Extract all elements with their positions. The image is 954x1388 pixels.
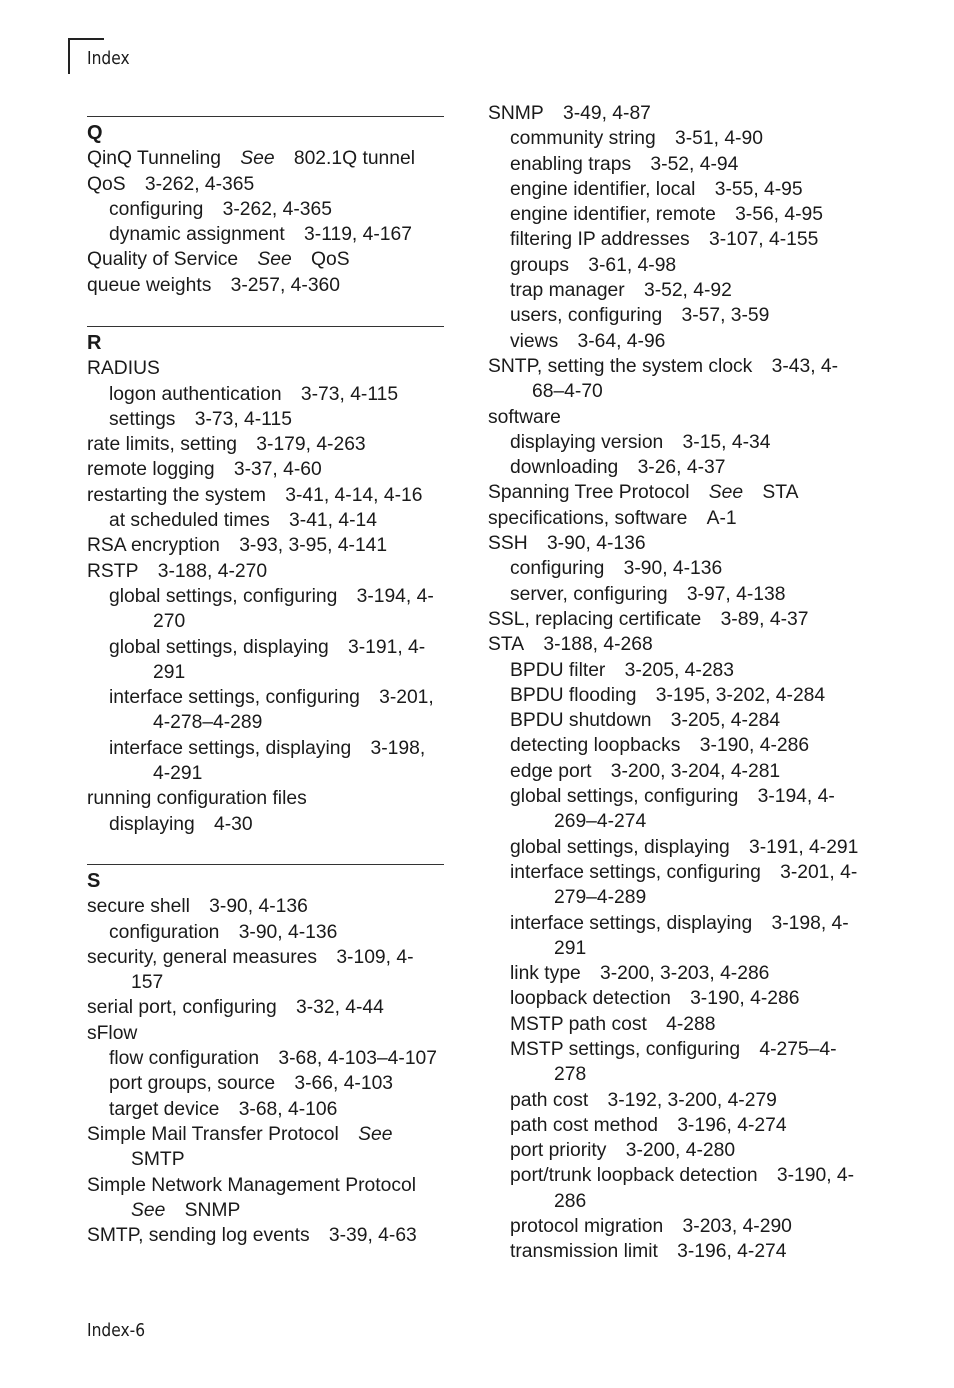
page-refs: 3-39, 4-63 [328,1225,417,1247]
index-term: loopback detection [510,988,671,1010]
page-refs: STA [762,482,799,504]
index-term: interface settings, displaying [510,912,753,934]
page-refs: 3-191, 4-291 [749,836,859,858]
index-subentry [488,1163,868,1214]
index-term: software [488,406,561,428]
index-term: engine identifier, remote [510,204,716,226]
index-subentry [488,1239,868,1264]
index-term: BPDU shutdown [510,710,652,732]
index-term: SNTP, setting the system clock [488,355,753,377]
index-entry [87,945,444,996]
index-term: secure shell [87,896,190,918]
index-term: remote logging [87,459,215,481]
index-subentry [488,177,868,202]
page-number: Index-6 [87,1320,146,1341]
page-refs: 3-109, 4-157 [131,946,414,994]
index-term: MSTP path cost [510,1013,647,1035]
index-subentry [488,556,868,581]
index-term: edge port [510,760,592,782]
index-term: RSA encryption [87,535,220,557]
page-refs: 3-52, 4-94 [650,153,739,175]
index-subentry [488,860,868,911]
index-subentry [87,222,444,247]
index-entry [87,533,444,558]
index-term: configuring [109,198,204,220]
index-term: global settings, displaying [109,636,329,658]
index-term: path cost method [510,1114,658,1136]
page-refs: 3-68, 4-103–4-107 [278,1048,437,1070]
index-subentry [87,197,444,222]
index-term: server, configuring [510,583,668,605]
page-refs: 3-61, 4-98 [588,254,677,276]
index-entry [488,531,868,556]
index-term: running configuration files [87,788,307,810]
index-subentry [488,784,868,835]
page-refs: 3-188, 4-268 [543,634,653,656]
page-refs: 3-205, 4-283 [624,659,734,681]
index-entry [488,354,868,405]
index-entry [87,172,444,197]
index-term: global settings, configuring [109,585,338,607]
index-subentry [488,961,868,986]
index-subentry [488,658,868,683]
section-entries [87,146,444,298]
page-refs: 3-90, 4-136 [238,921,338,943]
index-term: at scheduled times [109,510,270,532]
index-entry [87,457,444,482]
page-refs: 3-43, 4-68–4-70 [532,355,839,403]
see-reference: See [358,1123,393,1145]
index-subentry [488,733,868,758]
page-refs: 3-68, 4-106 [238,1098,338,1120]
page-refs: 3-73, 4-115 [300,383,399,405]
index-subentry [488,911,868,962]
index-term: dynamic assignment [109,224,285,246]
index-entry [87,1223,444,1248]
index-subentry [488,582,868,607]
index-subentry [488,303,868,328]
page-refs: 4-275–4-278 [554,1038,837,1086]
index-entry [87,146,444,171]
index-subentry [488,1138,868,1163]
page-refs: 3-73, 4-115 [194,408,292,430]
index-section-s [87,864,444,1248]
index-subentry [488,708,868,733]
index-subentry [87,685,444,736]
index-subentry [488,253,868,278]
section-entries [87,356,444,837]
page-refs: 3-191, 4-291 [153,636,426,683]
index-entry [87,273,444,298]
index-column-right [488,101,868,1265]
index-term: path cost [510,1089,589,1111]
page-refs: 3-37, 4-60 [233,459,322,481]
index-subentry [87,584,444,635]
index-subentry [488,227,868,252]
page-refs: 3-64, 4-96 [577,330,666,352]
page-refs: A-1 [706,507,737,529]
page-refs: 3-257, 4-360 [230,274,340,296]
index-entry [87,559,444,584]
index-term: groups [510,254,569,276]
index-term: detecting loopbacks [510,735,681,757]
index-entry [488,607,868,632]
index-term: restarting the system [87,484,266,506]
index-term: SSH [488,533,528,555]
index-subentry [488,1012,868,1037]
index-subentry [488,455,868,480]
index-term: engine identifier, local [510,178,696,200]
page-refs: QoS [310,249,350,271]
index-subentry [488,329,868,354]
index-term: displaying [109,813,195,835]
section-rule [87,326,444,327]
index-subentry [87,1097,444,1122]
page-refs: 3-190, 4-286 [554,1165,855,1212]
index-term: port/trunk loopback detection [510,1165,758,1187]
page-refs: 3-196, 4-274 [677,1114,787,1136]
page-refs: 802.1Q tunnel [293,148,415,170]
index-term: downloading [510,457,619,479]
page-refs: 3-90, 4-136 [209,896,308,918]
page-refs: 3-201, 4-278–4-289 [153,687,434,734]
page-refs: SNMP [184,1199,241,1221]
index-term: global settings, displaying [510,836,730,858]
page-refs: 4-30 [214,813,253,835]
index-entry [488,101,868,126]
page-refs: SMTP [131,1149,185,1171]
index-term: queue weights [87,274,212,296]
index-entry [87,483,444,508]
page-refs: 3-107, 4-155 [708,229,819,251]
index-term: BPDU flooding [510,684,637,706]
index-subentry [87,736,444,787]
index-entry [87,786,444,811]
index-subentry [488,835,868,860]
page-refs: 3-26, 4-37 [637,457,726,479]
index-entry [488,480,868,505]
page-refs: 3-55, 4-95 [714,178,803,200]
index-entry [87,432,444,457]
index-subentry [87,1071,444,1096]
index-term: security, general measures [87,946,318,968]
index-term: SMTP, sending log events [87,1225,310,1247]
page-refs: 3-41, 4-14 [289,510,377,532]
index-subentry [488,278,868,303]
index-term: interface settings, configuring [510,861,761,883]
index-subentry [488,202,868,227]
index-term: displaying version [510,431,664,453]
index-subentry [488,1088,868,1113]
index-term: target device [109,1098,220,1120]
index-term: serial port, configuring [87,997,277,1019]
index-term: Spanning Tree Protocol [488,482,690,504]
index-term: rate limits, setting [87,434,238,456]
page-refs: 4-288 [666,1013,716,1035]
page-refs: 3-198, 4-291 [554,912,849,959]
page-refs: 3-196, 4-274 [677,1241,787,1263]
index-entry [87,356,444,381]
page-refs: 3-262, 4-365 [144,173,255,195]
index-subentry [488,1113,868,1138]
index-subentry [87,1046,444,1071]
page-refs: 3-49, 4-87 [563,103,651,124]
page-refs: 3-15, 4-34 [682,431,771,453]
page-refs: 3-262, 4-365 [222,198,332,220]
index-term: interface settings, displaying [109,737,352,759]
index-term: Simple Mail Transfer Protocol [87,1123,339,1145]
section-rule [87,116,444,117]
index-term: configuring [510,558,605,580]
page-refs: 3-93, 3-95, 4-141 [239,535,388,557]
page-refs: 3-198, 4-291 [153,737,426,785]
index-entry [488,632,868,657]
index-term: specifications, software [488,507,688,529]
see-reference: See [131,1199,166,1221]
index-entry [488,506,868,531]
section-rule [87,864,444,865]
running-header: Index [87,48,130,69]
index-term: views [510,330,559,352]
index-term: link type [510,963,581,985]
index-term: users, configuring [510,305,663,327]
index-term: trap manager [510,280,625,302]
index-subentry [488,759,868,784]
index-subentry [87,508,444,533]
page-refs: 3-200, 3-203, 4-286 [600,963,770,985]
page-refs: 3-97, 4-138 [686,583,786,605]
index-term: enabling traps [510,153,632,175]
index-term: transmission limit [510,1241,658,1263]
index-term: QoS [87,173,126,195]
index-term: protocol migration [510,1216,664,1238]
page-refs: 3-89, 4-37 [720,608,809,630]
page-refs: 3-56, 4-95 [735,204,823,226]
page-refs: 3-190, 4-286 [690,988,800,1010]
page-refs: 3-90, 4-136 [623,558,723,580]
page-refs: 3-203, 4-290 [682,1216,792,1238]
index-term: SNMP [488,103,544,124]
index-term: BPDU filter [510,659,606,681]
page-refs: 3-52, 4-92 [643,280,732,302]
see-reference: See [257,249,292,271]
index-section-q [87,116,444,298]
index-term: settings [109,408,176,430]
index-term: Quality of Service [87,249,239,271]
index-subentry [87,920,444,945]
index-term: interface settings, configuring [109,687,360,709]
index-subentry [87,812,444,837]
index-term: SSL, replacing certificate [488,608,702,630]
page-refs: 3-32, 4-44 [295,997,384,1019]
index-entry [87,1021,444,1046]
section-letter: R [87,332,102,354]
index-term: RADIUS [87,358,160,380]
index-term: port groups, source [109,1073,276,1095]
index-entry [488,405,868,430]
page-refs: 3-192, 3-200, 4-279 [607,1089,777,1111]
page-refs: 3-205, 4-284 [670,710,781,732]
page-refs: 3-51, 4-90 [675,128,763,150]
page-refs: 3-179, 4-263 [256,434,366,456]
see-reference: See [240,148,275,170]
index-entry [87,995,444,1020]
page-refs: 3-200, 4-280 [625,1140,736,1162]
index-term: community string [510,128,656,150]
page-refs: 3-57, 3-59 [681,305,770,327]
index-subentry [488,683,868,708]
index-term: RSTP [87,560,139,582]
index-term: filtering IP addresses [510,229,690,251]
index-subentry [87,382,444,407]
index-subentry [87,635,444,686]
index-term: Simple Network Management Protocol [87,1174,416,1196]
page-refs: 3-66, 4-103 [294,1073,394,1095]
page-refs: 3-41, 4-14, 4-16 [285,484,423,506]
index-subentry [87,407,444,432]
section-entries [488,101,868,1265]
index-subentry [488,126,868,151]
index-term: QinQ Tunneling [87,148,221,170]
index-entry [87,1173,444,1224]
page-refs: 3-190, 4-286 [699,735,810,757]
crop-mark [68,38,70,74]
page-refs: 3-195, 3-202, 4-284 [655,684,826,706]
see-reference: See [708,482,744,504]
index-term: STA [488,634,525,656]
index-term: logon authentication [109,383,282,405]
section-entries [87,894,444,1248]
index-term: sFlow [87,1022,138,1044]
index-term: flow configuration [109,1048,260,1070]
crop-mark [68,38,104,40]
section-letter: S [87,870,101,892]
index-term: global settings, configuring [510,786,739,808]
index-entry [87,247,444,272]
index-subentry [488,430,868,455]
page-refs: 3-200, 3-204, 4-281 [610,760,781,782]
index-subentry [488,152,868,177]
page-refs: 3-90, 4-136 [546,533,646,555]
page-refs: 3-188, 4-270 [157,560,268,582]
index-entry [87,894,444,919]
index-term: configuration [109,921,220,943]
section-letter: Q [87,122,103,144]
page-refs: 3-119, 4-167 [304,224,412,246]
index-term: MSTP settings, configuring [510,1038,741,1060]
index-subentry [488,1037,868,1088]
index-entry [87,1122,444,1173]
page-refs: 3-194, 4-269–4-274 [554,786,835,833]
index-section-r [87,326,444,837]
index-subentry [488,1214,868,1239]
index-term: port priority [510,1140,607,1162]
page-refs: 3-194, 4-270 [153,585,434,633]
page-refs: 3-201, 4-279–4-289 [554,861,858,909]
index-subentry [488,986,868,1011]
